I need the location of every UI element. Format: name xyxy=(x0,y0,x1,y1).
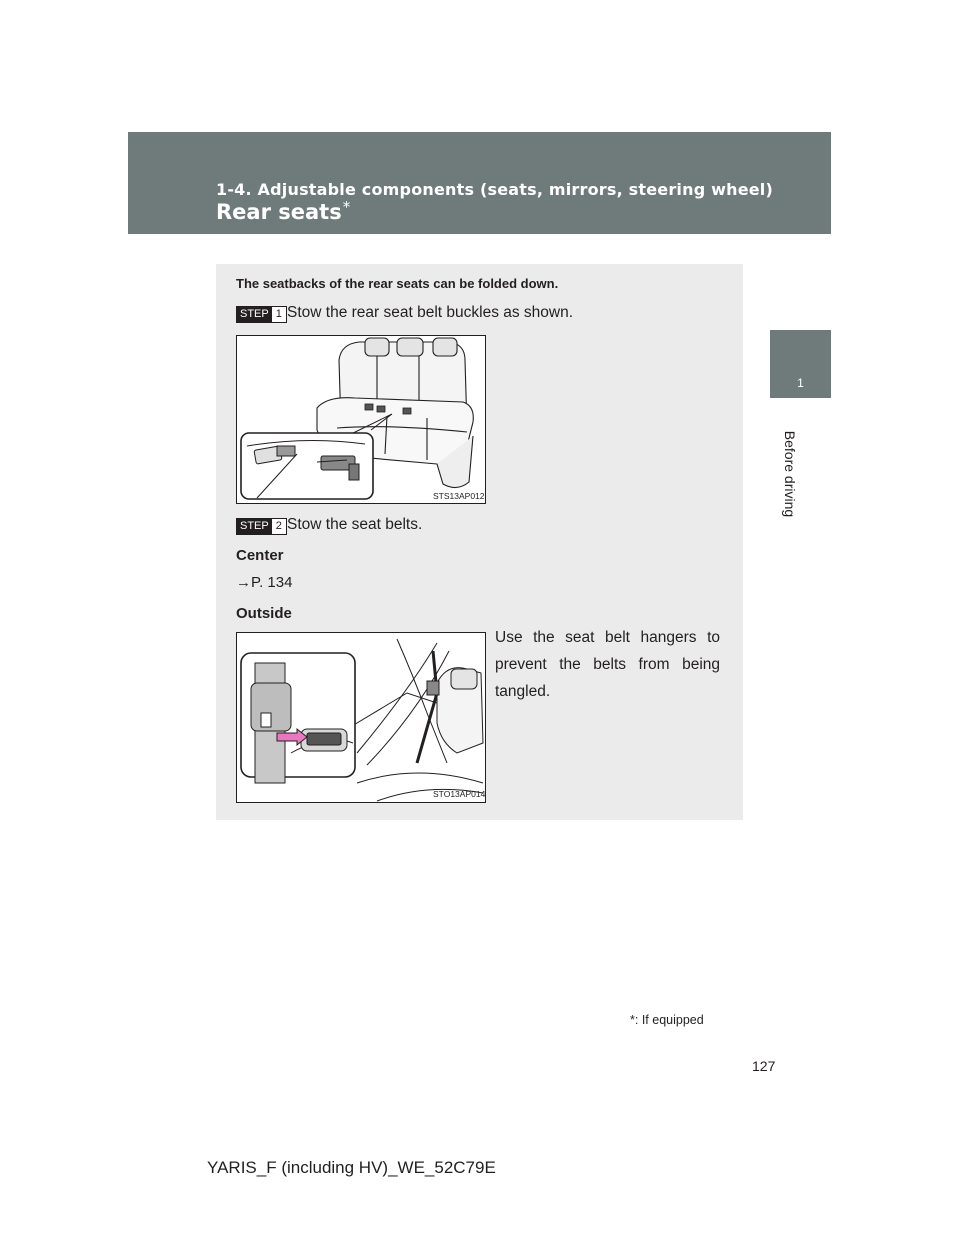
rear-seat-figure xyxy=(236,335,486,504)
chapter-label: Before driving xyxy=(782,430,798,518)
seat-belt-hanger-illustration xyxy=(237,633,485,802)
figure-code-1: STS13AP012 xyxy=(433,491,485,501)
step-number: 1 xyxy=(275,308,282,320)
page-title xyxy=(216,200,350,224)
paragraph-line: Use the seat belt hangers to xyxy=(495,629,720,646)
intro-text: The seatbacks of the rear seats can be folded down. xyxy=(236,276,559,291)
center-heading: Center xyxy=(236,547,284,564)
footnote-marker: * xyxy=(630,1013,635,1027)
outside-paragraph xyxy=(495,624,720,705)
page-title-text: Rear seats xyxy=(216,200,342,224)
step-word: STEP xyxy=(237,519,272,534)
chapter-number: 1 xyxy=(797,376,804,390)
step-1-text: Stow the rear seat belt buckles as shown. xyxy=(287,304,574,321)
chapter-tab xyxy=(770,330,831,398)
rear-seat-illustration xyxy=(237,336,485,503)
center-reference: →P. 134 xyxy=(236,574,293,591)
step-number: 2 xyxy=(275,520,282,532)
paragraph-line: tangled. xyxy=(495,683,551,700)
footnote-text: : If equipped xyxy=(634,1013,704,1027)
figure-code-2: STO13AP014 xyxy=(433,789,486,799)
outside-heading: Outside xyxy=(236,605,292,622)
model-code: YARIS_F (including HV)_WE_52C79E xyxy=(207,1158,496,1177)
step-badge-2 xyxy=(236,518,287,535)
step-badge-1 xyxy=(236,306,287,323)
title-marker: * xyxy=(342,198,351,216)
seat-belt-hanger-figure xyxy=(236,632,486,803)
step-word: STEP xyxy=(237,307,272,322)
section-title: 1-4. Adjustable components (seats, mirrors, steering wheel) xyxy=(216,180,773,199)
footnote xyxy=(630,1013,704,1027)
page-number: 127 xyxy=(752,1058,776,1074)
step-2-text: Stow the seat belts. xyxy=(287,516,423,533)
chapter-side-label xyxy=(778,408,802,548)
paragraph-line: prevent the belts from being xyxy=(495,656,720,673)
